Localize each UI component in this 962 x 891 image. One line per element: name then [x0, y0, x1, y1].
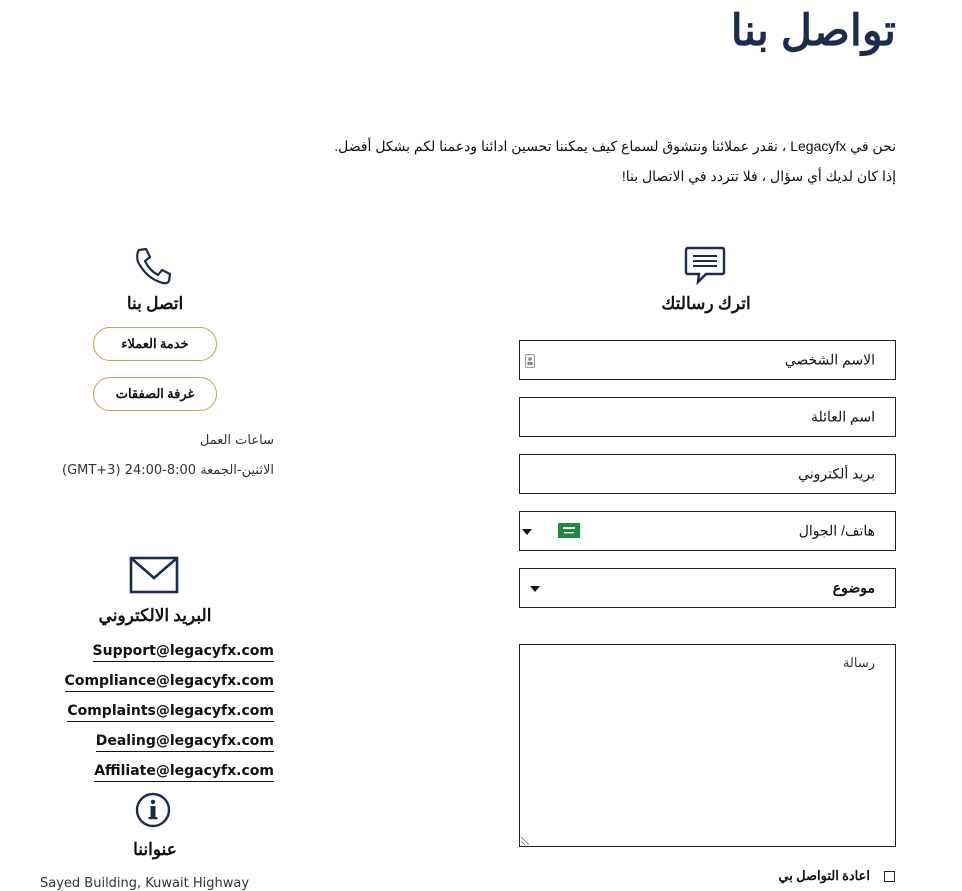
email-link-compliance[interactable]: Compliance@legacyfx.com: [65, 673, 274, 692]
resize-handle-icon[interactable]: [521, 835, 531, 845]
hours-label: ساعات العمل: [199, 433, 274, 448]
intro-line-1: نحن في Legacyfx ، نقدر عملائنا ونتشوق لسماع كيف يمكننا تحسين ادائنا ودعمنا لكم بشكل أفضل.: [334, 138, 896, 154]
caret-down-icon: [530, 586, 540, 592]
last-name-input[interactable]: [519, 397, 896, 437]
dealing-room-button[interactable]: غرفة الصفقات: [93, 377, 217, 411]
first-name-input[interactable]: [519, 340, 896, 380]
email-link-support[interactable]: Support@legacyfx.com: [93, 643, 274, 662]
email-placeholder: بريد ألكتروني: [798, 465, 875, 482]
customer-service-button[interactable]: خدمة العملاء: [93, 327, 217, 361]
form-title: اترك رسالتك: [661, 294, 751, 313]
first-name-placeholder: الاسم الشخصي: [784, 351, 875, 368]
saudi-flag-icon[interactable]: [558, 523, 580, 542]
info-icon: [135, 792, 171, 832]
address-text: Sayed Building, Kuwait Highway: [40, 876, 250, 891]
email-input[interactable]: [519, 454, 896, 494]
email-link-dealing[interactable]: Dealing@legacyfx.com: [96, 733, 274, 752]
message-textarea[interactable]: [519, 644, 896, 847]
envelope-icon: [129, 556, 179, 598]
country-dropdown-caret-icon[interactable]: [522, 529, 532, 535]
subject-select[interactable]: [519, 568, 896, 608]
last-name-placeholder: اسم العائلة: [810, 408, 875, 425]
hours-value: الاثنين-الجمعة 8:00-24:00 (GMT+3): [61, 463, 274, 478]
callback-checkbox[interactable]: [884, 871, 895, 882]
phone-icon: [133, 246, 177, 290]
speech-bubble-icon: [684, 245, 726, 289]
callback-label: اعادة التواصل بي: [778, 868, 870, 883]
message-placeholder: رسالة: [842, 655, 875, 670]
contact-title: اتصل بنا: [126, 294, 184, 313]
page-title: تواصل بنا: [730, 7, 896, 55]
phone-placeholder: هاتف/ الجوال: [798, 522, 875, 539]
email-link-affiliate[interactable]: Affiliate@legacyfx.com: [94, 763, 274, 782]
email-link-complaints[interactable]: Complaints@legacyfx.com: [67, 703, 274, 722]
subject-label: موضوع: [832, 579, 875, 596]
email-section-title: البريد الالكتروني: [98, 606, 212, 625]
address-section-title: عنواننا: [133, 840, 177, 859]
intro-line-2: إذا كان لديك أي سؤال ، فلا تتردد في الاتصال بنا!: [621, 168, 896, 184]
contact-card-icon: [525, 353, 535, 372]
phone-input[interactable]: [519, 511, 896, 551]
